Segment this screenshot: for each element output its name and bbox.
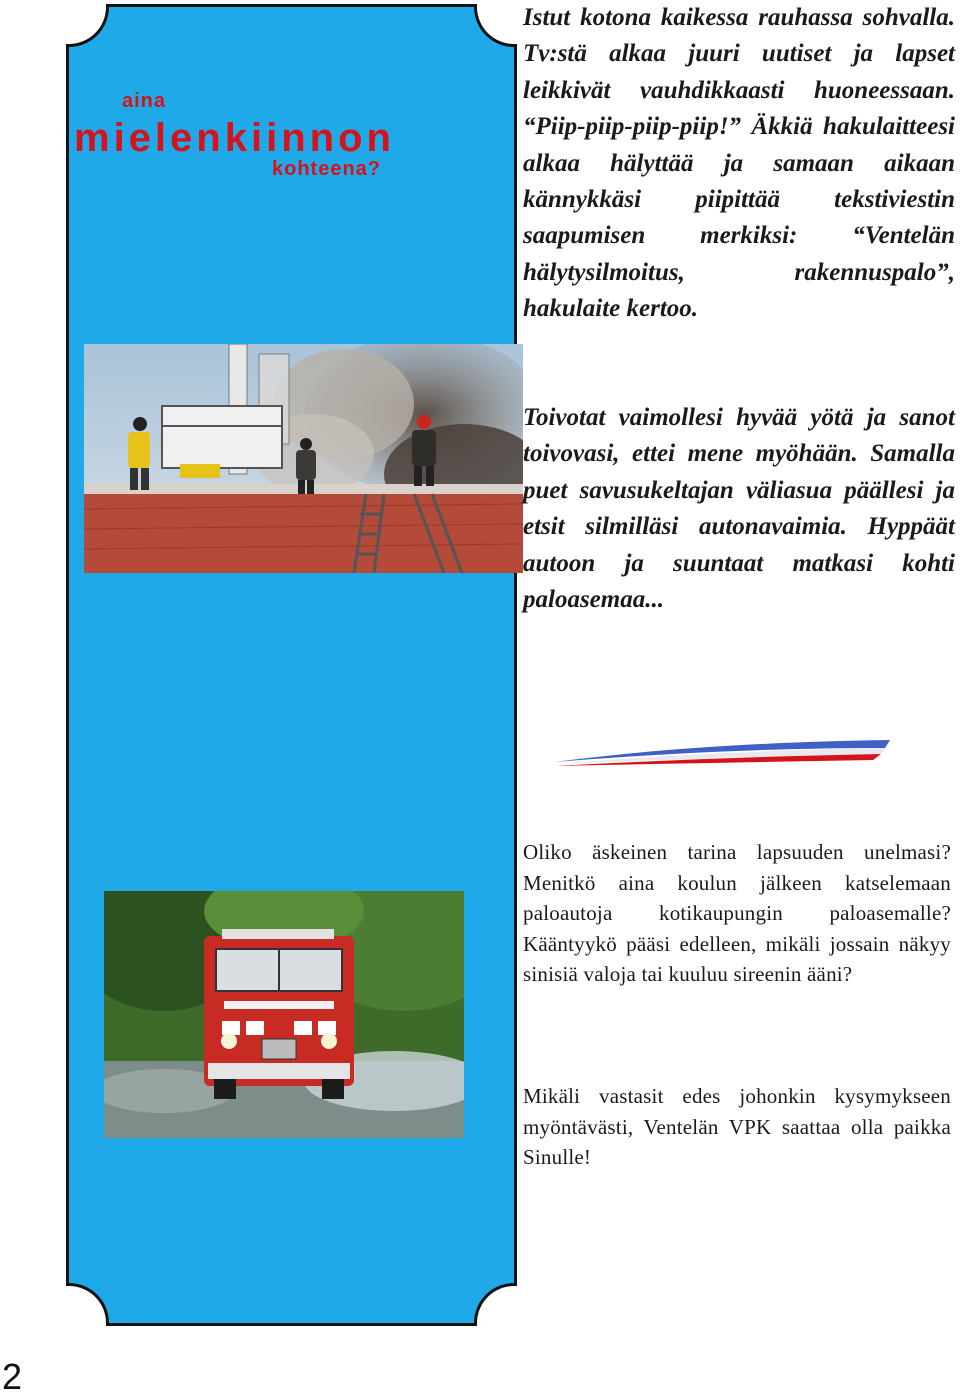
panel-corner-top-left [66, 4, 109, 47]
body-paragraph-2: Mikäli vastasit edes johonkin kysymykseen myöntävästi, Ventelän VPK saattaa olla paikka Sinulle! [523, 1084, 951, 1169]
fire-truck-photo [104, 891, 464, 1138]
page-number: 2 [2, 1356, 23, 1397]
body-paragraph-1: Oliko äskeinen tarina lapsuuden unelmasi? Menitkö aina koulun jälkeen katselemaan paloautoja kotikaupungin paloasemalle? Kääntyykö pääsi edelleen, mikäli jossain näkyy sinisiä valoja tai kuuluu sireenin ääni? [523, 840, 951, 986]
panel-corner-bottom-left [66, 1283, 109, 1326]
rooftop-fire-photo [84, 344, 523, 573]
heading-main: mielenkiinnon [74, 116, 395, 160]
panel-corner-bottom-right [474, 1283, 517, 1326]
heading-small: aina [122, 90, 167, 112]
panel-corner-top-right [474, 4, 517, 47]
story-paragraph-2: Toivotat vaimollesi hyvää yötä ja sanot toivovasi, ettei mene myöhään. Samalla puet savusukeltajan väliasua päällesi ja etsit silmilläsi autonavaimia. Hyppäät autoon ja suuntaat matkasi kohti paloasemaa... [523, 404, 955, 614]
heading-end: kohteena? [272, 158, 382, 180]
story-paragraph-1: Istut kotona kaikessa rauhassa sohvalla. Tv:stä alkaa juuri uutiset ja lapset leikkivät vauhdikkaasti huoneessaan. “Piip-piip-piip-piip!” Äkkiä hakulaitteesi alkaa hälyttää ja samaan aikaan kännykkäsi piipittää tekstiviestin saapumisen merkiksi: “Ventelän hälytysilmoitus, rakennuspalo”, hakulaite kertoo. [523, 4, 955, 323]
decorative-swoosh [555, 734, 895, 779]
